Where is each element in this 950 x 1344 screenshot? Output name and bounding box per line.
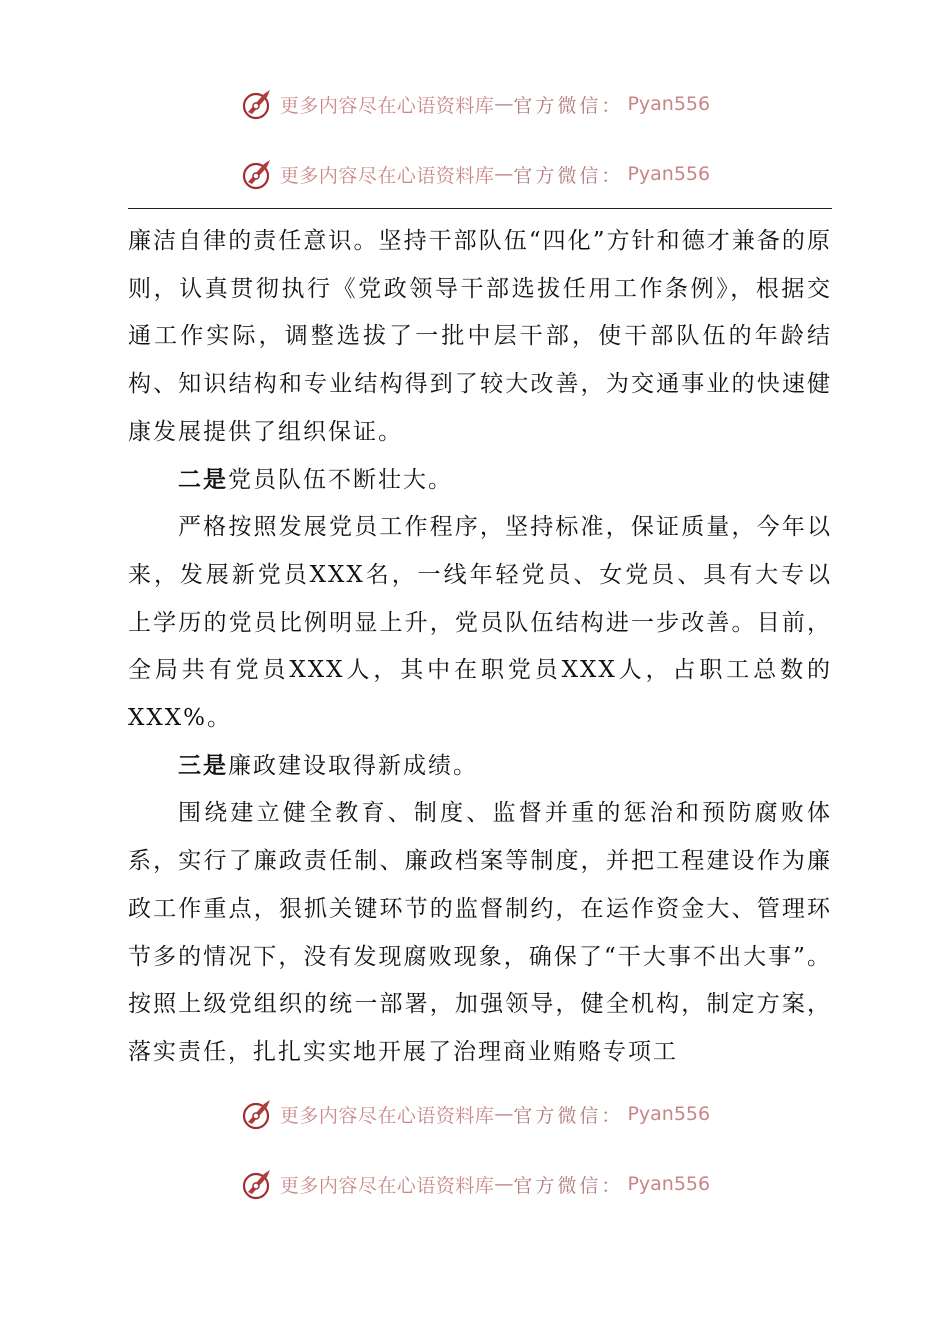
pen-nib-logo-icon [240, 156, 276, 192]
section-heading-2-text: 党员队伍不断壮大。 [228, 466, 453, 493]
watermark-banner-top-1 [0, 84, 950, 124]
section-heading-2-lead: 二是 [178, 466, 228, 493]
paragraph-integrity: 围绕建立健全教育、制度、监督并重的惩治和预防腐败体系，实行了廉政责任制、廉政档案等制度，并把工程建设作为廉政工作重点，狠抓关键环节的监督制约，在运作资金大、管理环节多的情况下，没有发现腐败现象，确保了“干大事不出大事”。按照上级党组织的统一部署，加强领导，健全机构，制定方案，落实责任，扎扎实实地开展了治理商业贿赂专项工 [128, 800, 832, 1065]
paragraph-party-members: 严格按照发展党员工作程序，坚持标准，保证质量，今年以来，发展新党员XXX名，一线年轻党员、女党员、具有大专以上学历的党员比例明显上升，党员队伍结构进一步改善。目前，全局共有党员XXX人，其中在职党员XXX人，占职工总数的XXX%。 [128, 514, 832, 732]
section-heading-3 [128, 743, 832, 791]
watermark-separator: — [494, 1173, 514, 1195]
pen-nib-logo-icon [240, 1096, 276, 1132]
watermark-text: 更多内容尽在心语资料库 [279, 1104, 495, 1127]
watermark-banner-bottom-1 [0, 1094, 950, 1134]
watermark-official-label: 官方微信： [513, 1174, 624, 1197]
watermark-wechat-id: Pyan556 [627, 93, 711, 115]
pen-nib-logo-icon [240, 1166, 276, 1202]
section-heading-3-lead: 三是 [178, 752, 228, 779]
section-heading-3-text: 廉政建设取得新成绩。 [228, 752, 478, 779]
watermark-separator: — [494, 93, 514, 115]
watermark-official-label: 官方微信： [513, 94, 624, 117]
watermark-banner-top-2 [0, 154, 950, 194]
watermark-wechat-id: Pyan556 [627, 1103, 711, 1125]
watermark-text: 更多内容尽在心语资料库 [279, 94, 495, 117]
document-body [128, 218, 832, 1077]
watermark-banner-bottom-2 [0, 1164, 950, 1204]
watermark-wechat-id: Pyan556 [627, 163, 711, 185]
watermark-wechat-id: Pyan556 [627, 1173, 711, 1195]
watermark-text: 更多内容尽在心语资料库 [279, 1174, 495, 1197]
watermark-separator: — [494, 1103, 514, 1125]
watermark-official-label: 官方微信： [513, 164, 624, 187]
watermark-text: 更多内容尽在心语资料库 [279, 164, 495, 187]
section-heading-2 [128, 457, 832, 505]
paragraph-continuation: 廉洁自律的责任意识。坚持干部队伍“四化”方针和德才兼备的原则，认真贯彻执行《党政领导干部选拔任用工作条例》，根据交通工作实际，调整选拔了一批中层干部，使干部队伍的年龄结构、知识结构和专业结构得到了较大改善，为交通事业的快速健康发展提供了组织保证。 [128, 228, 832, 445]
header-divider [128, 208, 832, 209]
watermark-separator: — [494, 163, 514, 185]
watermark-official-label: 官方微信： [513, 1104, 624, 1127]
pen-nib-logo-icon [240, 86, 276, 122]
